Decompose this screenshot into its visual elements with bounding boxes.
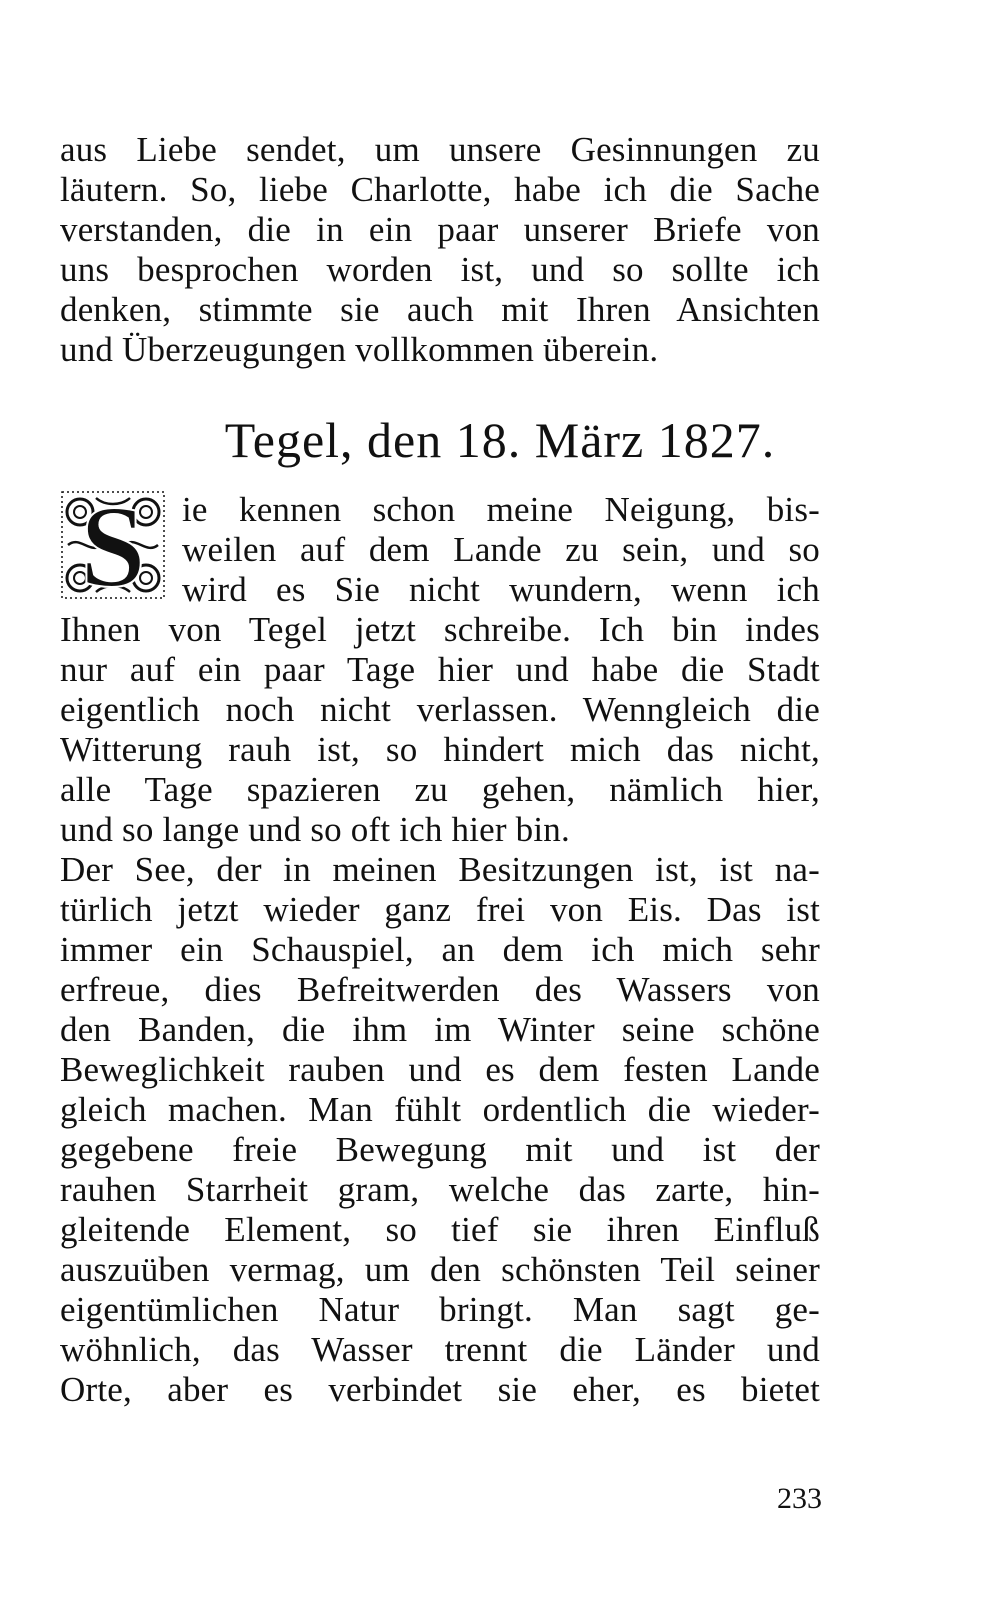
- text-line: nur auf ein paar Tage hier und habe die Stadt: [60, 650, 820, 689]
- text-line: rauhen Starrheit gram, welche das zarte, hin-: [60, 1170, 820, 1209]
- text-line: eigentümlichen Natur bringt. Man sagt ge-: [60, 1290, 820, 1329]
- text-line: Der See, der in meinen Besitzungen ist, ist na-: [60, 850, 820, 889]
- text-line: wird es Sie nicht wundern, wenn ich: [182, 570, 820, 609]
- text-line: denken, stimmte sie auch mit Ihren Ansichten: [60, 290, 820, 329]
- text-line: eigentlich noch nicht verlassen. Wenngleich die: [60, 690, 820, 729]
- text-line: auszuüben vermag, um den schönsten Teil seiner: [60, 1250, 820, 1289]
- text-line: erfreue, dies Befreitwerden des Wassers von: [60, 970, 820, 1009]
- text-line: aus Liebe sendet, um unsere Gesinnungen zu: [60, 130, 820, 169]
- text-line: Orte, aber es verbindet sie eher, es bietet: [60, 1370, 820, 1409]
- drop-cap-letter: S: [80, 490, 146, 600]
- text-line: Witterung rauh ist, so hindert mich das nicht,: [60, 730, 820, 769]
- ornamental-drop-cap: [60, 490, 166, 600]
- text-line: und so lange und so oft ich hier bin.: [60, 810, 570, 849]
- text-line: gleich machen. Man fühlt ordentlich die wieder-: [60, 1090, 820, 1129]
- text-line: türlich jetzt wieder ganz frei von Eis. Das ist: [60, 890, 820, 929]
- text-line: läutern. So, liebe Charlotte, habe ich die Sache: [60, 170, 820, 209]
- drop-cap-ornament-icon: [60, 490, 166, 600]
- page-number: 233: [777, 1482, 822, 1515]
- text-line: Ihnen von Tegel jetzt schreibe. Ich bin indes: [60, 610, 820, 649]
- text-line: und Überzeugungen vollkommen überein.: [60, 330, 659, 369]
- text-line: gleitende Element, so tief sie ihren Einfluß: [60, 1210, 820, 1249]
- text-line: wöhnlich, das Wasser trennt die Länder und: [60, 1330, 820, 1369]
- text-line: uns besprochen worden ist, und so sollte ich: [60, 250, 820, 289]
- text-line: immer ein Schauspiel, an dem ich mich sehr: [60, 930, 820, 969]
- letter-heading: Tegel, den 18. März 1827.: [224, 412, 776, 468]
- text-line: weilen auf dem Lande zu sein, und so: [182, 530, 820, 569]
- text-line: den Banden, die ihm im Winter seine schöne: [60, 1010, 820, 1049]
- text-line: verstanden, die in ein paar unserer Briefe von: [60, 210, 820, 249]
- text-line: gegebene freie Bewegung mit und ist der: [60, 1130, 820, 1169]
- text-line: ie kennen schon meine Neigung, bis-: [182, 490, 820, 529]
- text-line: Beweglichkeit rauben und es dem festen Lande: [60, 1050, 820, 1089]
- text-line: alle Tage spazieren zu gehen, nämlich hier,: [60, 770, 820, 809]
